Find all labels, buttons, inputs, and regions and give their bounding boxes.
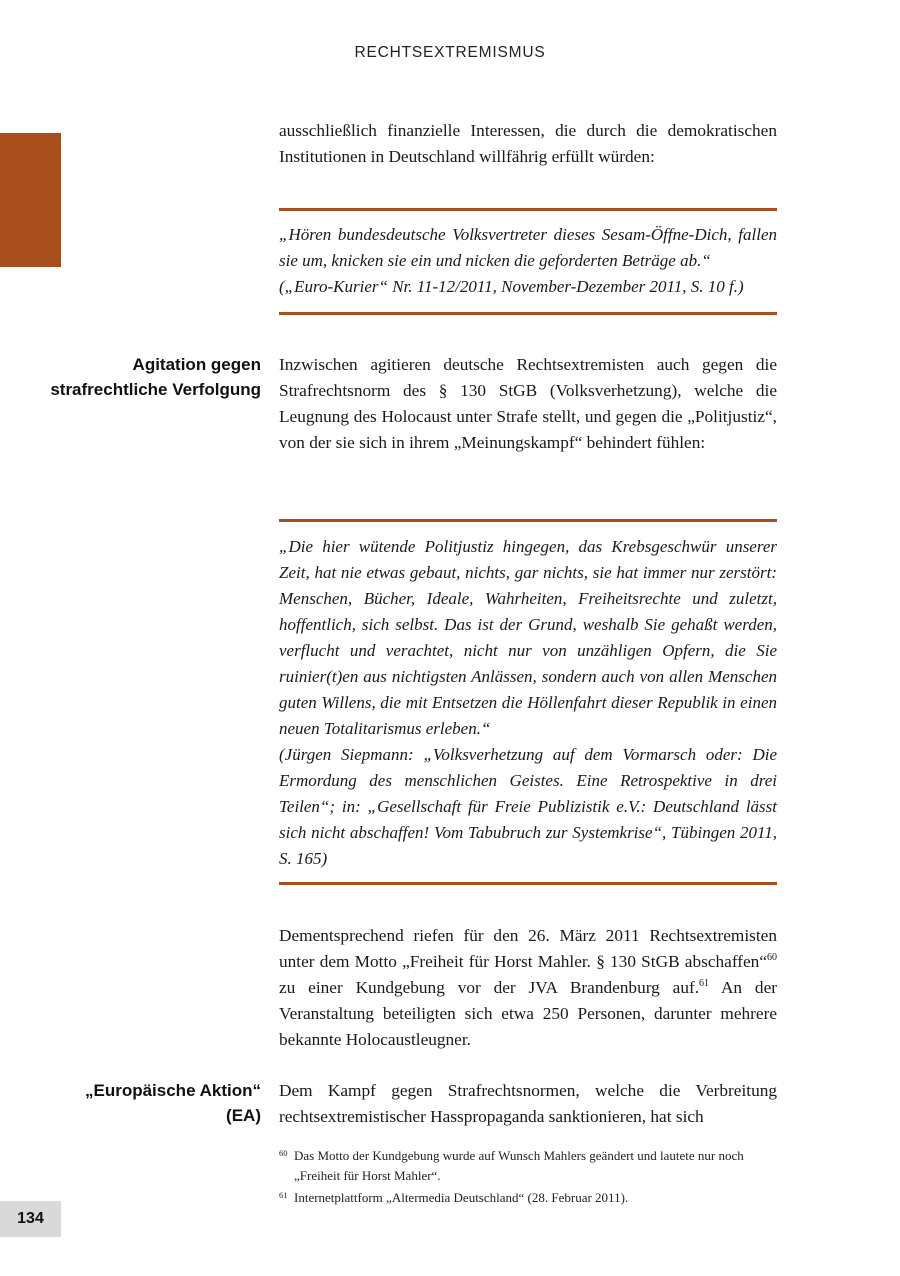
quote-block-2 — [279, 534, 777, 872]
footnote-61 — [279, 1188, 777, 1208]
paragraph-intro: ausschließlich finanzielle Interessen, die durch die demokratischen Institutionen in Deutschland willfährig erfüllt würden: — [279, 121, 777, 166]
footnote-number: 61 — [279, 1190, 288, 1200]
quote-source: (Jürgen Siepmann: „Volksverhetzung auf dem Vormarsch oder: Die Ermordung des menschlichen Geistes. Eine Retrospektive in drei Teilen“; in: „Gesellschaft für Freie Publizistik e.V.: Deutschland lässt sich nicht abschaffen! Vom Tabubruch zur Systemkrise“, Tübingen 2011, S. 165) — [279, 745, 777, 868]
paragraph-part: An der Veranstaltung beteiligten sich etwa 250 Personen, darunter mehrere bekannte Holocaustleugner. — [279, 978, 777, 1049]
quote-source: („Euro-Kurier“ Nr. 11-12/2011, November-Dezember 2011, S. 10 f.) — [279, 277, 744, 296]
margin-heading-line: (EA) — [226, 1106, 261, 1125]
footnote-text: Das Motto der Kundgebung wurde auf Wunsch Mahlers geändert und lautete nur noch „Freiheit für Horst Mahler“. — [294, 1148, 744, 1183]
paragraph-part: Dementsprechend riefen für den 26. März 2011 Rechtsextremisten unter dem Motto „Freiheit für Horst Mahler. § 130 StGB abschaffen“ — [279, 926, 777, 971]
footnote-60 — [279, 1146, 777, 1186]
paragraph-agitation: Inzwischen agitieren deutsche Rechtsextremisten auch gegen die Strafrechtsnorm des § 130 StGB (Volksverhetzung), welche die Leugnung des Holocaust unter Strafe stellt, und gegen die „Politjustiz“, von der sie sich in ihrem „Meinungskampf“ behindert fühlen: — [279, 355, 777, 452]
paragraph-kundgebung — [279, 923, 777, 1053]
margin-heading-agitation: Agitation gegen strafrechtliche Verfolgung — [50, 355, 261, 399]
paragraph-ea: Dem Kampf gegen Strafrechtsnormen, welche die Verbreitung rechtsextremistischer Hasspropaganda sanktionieren, hat sich — [279, 1081, 777, 1126]
quote-block-1 — [279, 222, 777, 300]
footnote-ref-60[interactable]: 60 — [767, 952, 777, 964]
footnote-text: Internetplattform „Altermedia Deutschland“ (28. Februar 2011). — [294, 1190, 629, 1205]
quote-rule-bottom — [279, 312, 777, 315]
quote-rule-bottom — [279, 882, 777, 885]
footnote-number: 60 — [279, 1148, 288, 1158]
quote-text: „Hören bundesdeutsche Volksvertreter dieses Sesam-Öffne-Dich, fallen sie um, knicken sie ein und nicken die geforderten Beträge ab.“ — [279, 225, 777, 270]
paragraph-part: zu einer Kundgebung vor der JVA Brandenburg auf. — [279, 978, 700, 997]
quote-rule-top — [279, 519, 777, 522]
margin-heading-ea — [40, 1078, 261, 1128]
quote-text: „Die hier wütende Politjustiz hingegen, das Krebsgeschwür unserer Zeit, hat nie etwas gebaut, nichts, gar nichts, sie hat immer nur zerstört: Menschen, Bücher, Ideale, Wahrheiten, Freiheitsrechte und zuletzt, hoffentlich, sich selbst. Das ist der Grund, weshalb Sie gehaßt werden, verflucht und verachtet, nicht nur von unzähligen Opfern, die Sie ruinier(t)en aus nichtigsten Anlässen, sondern auch von allen Menschen guten Willens, die mit Entsetzen die Höllenfahrt dieser Republik in einen neuen Totalitarismus erleben.“ — [279, 537, 777, 738]
footnote-ref-61[interactable]: 61 — [699, 978, 710, 990]
quote-rule-top — [279, 208, 777, 211]
page-number: 134 — [0, 1201, 61, 1237]
chapter-marker-tab — [0, 133, 61, 267]
running-header: RECHTSEXTREMISMUS — [354, 44, 546, 61]
margin-heading-line: „Europäische Aktion“ — [84, 1081, 261, 1100]
footnotes — [279, 1146, 777, 1208]
